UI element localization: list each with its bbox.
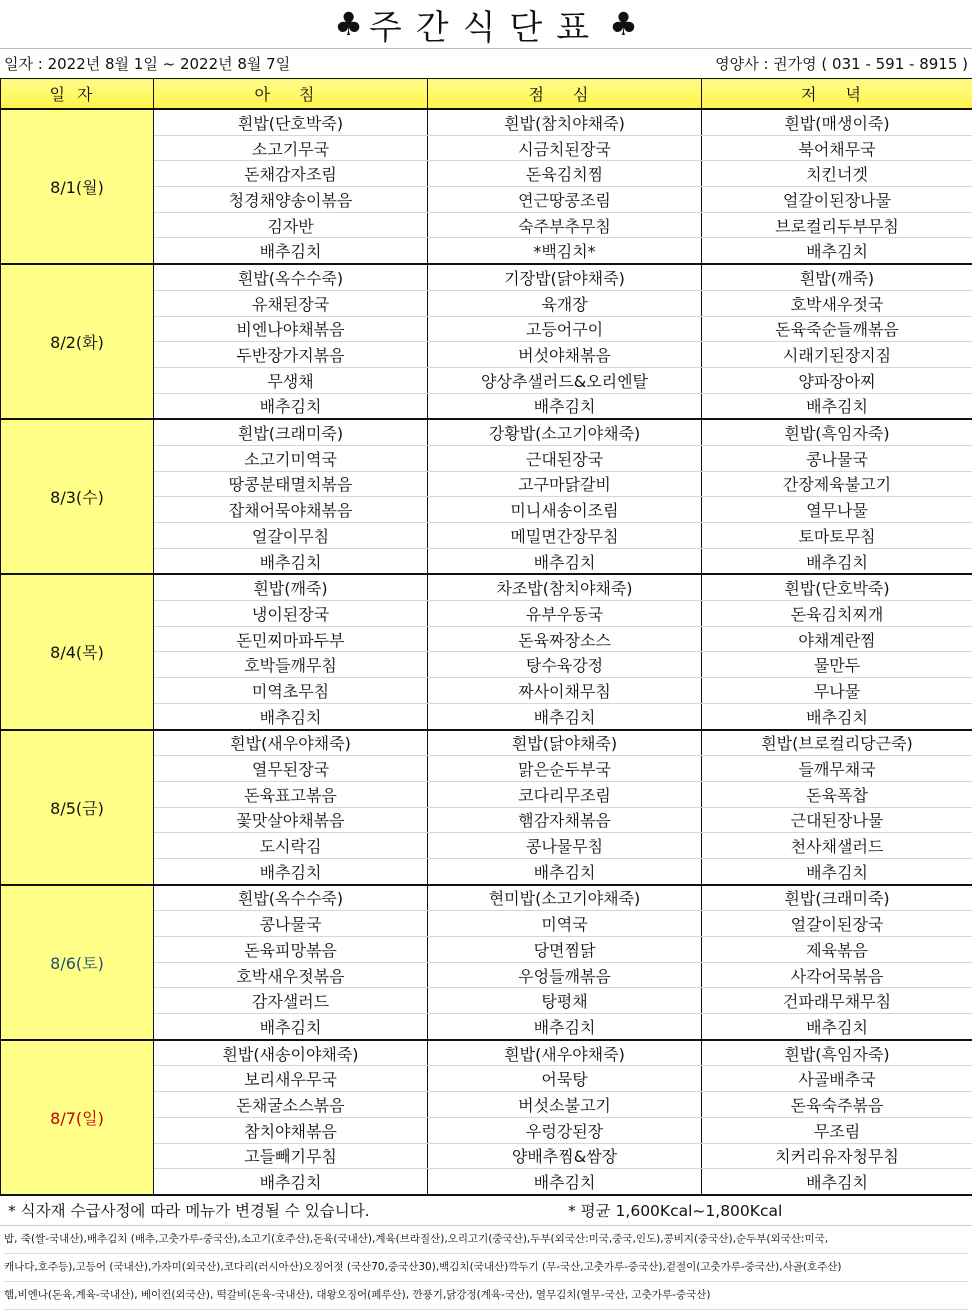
lunch-item: 탕평채 [428, 988, 702, 1014]
lunch-item: 양상추샐러드&오리엔탈 [428, 367, 702, 393]
lunch-item: 우엉들깨볶음 [428, 962, 702, 988]
lunch-item: 버섯소불고기 [428, 1092, 702, 1118]
breakfast-item: 보리새우무국 [154, 1066, 428, 1092]
dinner-item: 배추김치 [702, 858, 972, 884]
dinner-item: 돈육김치찌개 [702, 601, 972, 627]
lunch-item: 현미밥(소고기야채죽) [428, 885, 702, 911]
dinner-item: 토마토무침 [702, 523, 972, 549]
dinner-item: 돈육폭찹 [702, 781, 972, 807]
dinner-item: 북어채무국 [702, 135, 972, 161]
lunch-item: 돈육김치찜 [428, 161, 702, 187]
calorie-notice: * 평균 1,600Kcal~1,800Kcal [568, 1199, 782, 1221]
breakfast-item: 돈채감자조림 [154, 161, 428, 187]
breakfast-item: 돈육표고볶음 [154, 781, 428, 807]
breakfast-item: 열무된장국 [154, 756, 428, 782]
origin-line: 캐나다,호주등),고등어 (국내산),가자미(외국산),코다리(러시아산)오징어젓 (국산70,중국산30),백김치(국내산)깍두기 (무-국산,고춧가루-중국산),겉절이(고춧가루-중국산),사골(호주산) [4, 1254, 968, 1282]
dinner-item: 양파장아찌 [702, 367, 972, 393]
dinner-item: 제육볶음 [702, 937, 972, 963]
menu-row [1, 109, 972, 135]
dinner-item: 배추김치 [702, 703, 972, 729]
dinner-item: 흰밥(크래미죽) [702, 885, 972, 911]
lunch-item: 흰밥(참치야채죽) [428, 109, 702, 135]
breakfast-item: 배추김치 [154, 393, 428, 419]
lunch-item: 탕수육강정 [428, 652, 702, 678]
lunch-item: 흰밥(새우야채죽) [428, 1040, 702, 1066]
dinner-item: 브로컬리두부무침 [702, 212, 972, 238]
title-bar [0, 0, 972, 48]
breakfast-item: 두반장가지볶음 [154, 342, 428, 368]
dinner-item: 흰밥(단호박죽) [702, 574, 972, 600]
menu-row [1, 730, 972, 756]
dinner-item: 흰밥(흑임자죽) [702, 419, 972, 445]
lunch-item: 우렁강된장 [428, 1117, 702, 1143]
breakfast-item: 청경채양송이볶음 [154, 187, 428, 213]
lunch-item: 짜사이채무침 [428, 678, 702, 704]
club-suit-icon: ♣ [609, 5, 638, 43]
lunch-item: 숙주부추무침 [428, 212, 702, 238]
dinner-item: 시래기된장지짐 [702, 342, 972, 368]
lunch-item: 배추김치 [428, 1014, 702, 1040]
dinner-item: 들깨무채국 [702, 756, 972, 782]
dinner-item: 천사채샐러드 [702, 833, 972, 859]
dinner-item: 배추김치 [702, 393, 972, 419]
header-dinner: 저 녁 [702, 79, 972, 110]
date-cell: 8/5(금) [1, 730, 154, 885]
breakfast-item: 꽃맛살야채볶음 [154, 807, 428, 833]
date-cell: 8/3(수) [1, 419, 154, 574]
breakfast-item: 배추김치 [154, 703, 428, 729]
breakfast-item: 흰밥(옥수수죽) [154, 264, 428, 290]
origin-line: 밥, 죽(쌀-국내산),배추김치 (배추,고춧가루-중국산),소고기(호주산),돈육(국내산),계육(브라질산),오리고기(중국산),두부(외국산:미국,중국,인도),콩비지(중국산),순두부(외국산:미국, [4, 1226, 968, 1254]
dinner-item: 호박새우젓국 [702, 290, 972, 316]
breakfast-item: 배추김치 [154, 858, 428, 884]
lunch-item: 기장밥(닭야채죽) [428, 264, 702, 290]
lunch-item: 근대된장국 [428, 445, 702, 471]
period-text: 일자 : 2022년 8월 1일 ~ 2022년 8월 7일 [4, 53, 290, 74]
lunch-item: *백김치* [428, 238, 702, 264]
dinner-item: 콩나물국 [702, 445, 972, 471]
dinner-item: 무나물 [702, 678, 972, 704]
dinner-item: 치킨너겟 [702, 161, 972, 187]
menu-row [1, 419, 972, 445]
breakfast-item: 돈민찌마파두부 [154, 626, 428, 652]
change-notice: * 식자재 수급사정에 따라 메뉴가 변경될 수 있습니다. [8, 1199, 568, 1221]
breakfast-item: 유채된장국 [154, 290, 428, 316]
menu-body [1, 109, 972, 1195]
lunch-item: 배추김치 [428, 703, 702, 729]
header-breakfast: 아 침 [154, 79, 428, 110]
breakfast-item: 참치야채볶음 [154, 1117, 428, 1143]
origin-line: 햄,비엔나(돈육,계육-국내산), 베이컨(외국산), 떡갈비(돈육-국내산), 대왕오징어(페루산), 깐풍기,닭강정(계육-국산), 열무김치(열무-국산, 고춧가루-중국산) [4, 1282, 968, 1310]
breakfast-item: 배추김치 [154, 1169, 428, 1195]
breakfast-item: 얼갈이무침 [154, 523, 428, 549]
menu-table [0, 78, 972, 1196]
breakfast-item: 흰밥(깨죽) [154, 574, 428, 600]
lunch-item: 메밀면간장무침 [428, 523, 702, 549]
breakfast-item: 돈채굴소스볶음 [154, 1092, 428, 1118]
dinner-item: 배추김치 [702, 1169, 972, 1195]
breakfast-item: 감자샐러드 [154, 988, 428, 1014]
dinner-item: 간장제육불고기 [702, 471, 972, 497]
breakfast-item: 비엔나야채볶음 [154, 316, 428, 342]
club-suit-icon: ♣ [334, 5, 363, 43]
dinner-item: 흰밥(깨죽) [702, 264, 972, 290]
menu-row [1, 264, 972, 290]
lunch-item: 시금치된장국 [428, 135, 702, 161]
lunch-item: 어묵탕 [428, 1066, 702, 1092]
dinner-item: 배추김치 [702, 238, 972, 264]
lunch-item: 양배추찜&쌈장 [428, 1143, 702, 1169]
dinner-item: 야채계란찜 [702, 626, 972, 652]
breakfast-item: 흰밥(새우야채죽) [154, 730, 428, 756]
date-cell: 8/2(화) [1, 264, 154, 419]
breakfast-item: 고들빼기무침 [154, 1143, 428, 1169]
breakfast-item: 호박새우젓볶음 [154, 962, 428, 988]
lunch-item: 배추김치 [428, 1169, 702, 1195]
dinner-item: 얼갈이된장나물 [702, 187, 972, 213]
lunch-item: 배추김치 [428, 393, 702, 419]
header-lunch: 점 심 [428, 79, 702, 110]
breakfast-item: 배추김치 [154, 548, 428, 574]
dinner-item: 열무나물 [702, 497, 972, 523]
lunch-item: 강황밥(소고기야채죽) [428, 419, 702, 445]
breakfast-item: 무생채 [154, 367, 428, 393]
page-title: 주간식단표 [369, 0, 603, 49]
lunch-item: 배추김치 [428, 548, 702, 574]
dinner-item: 근대된장나물 [702, 807, 972, 833]
menu-row [1, 885, 972, 911]
breakfast-item: 도시락김 [154, 833, 428, 859]
lunch-item: 코다리무조림 [428, 781, 702, 807]
date-cell: 8/6(토) [1, 885, 154, 1040]
date-cell: 8/7(일) [1, 1040, 154, 1195]
breakfast-item: 소고기무국 [154, 135, 428, 161]
lunch-item: 배추김치 [428, 858, 702, 884]
origin-info [0, 1226, 972, 1310]
breakfast-item: 배추김치 [154, 238, 428, 264]
dinner-item: 흰밥(흑임자죽) [702, 1040, 972, 1066]
menu-row [1, 1040, 972, 1066]
header-row [1, 79, 972, 110]
info-row [0, 48, 972, 78]
dinner-item: 치커리유자청무침 [702, 1143, 972, 1169]
lunch-item: 미역국 [428, 911, 702, 937]
lunch-item: 햄감자채볶음 [428, 807, 702, 833]
lunch-item: 유부우동국 [428, 601, 702, 627]
dinner-item: 사골배추국 [702, 1066, 972, 1092]
header-date: 일자 [1, 79, 154, 110]
dinner-item: 돈육죽순들깨볶음 [702, 316, 972, 342]
lunch-item: 맑은순두부국 [428, 756, 702, 782]
breakfast-item: 미역초무침 [154, 678, 428, 704]
lunch-item: 육개장 [428, 290, 702, 316]
breakfast-item: 콩나물국 [154, 911, 428, 937]
lunch-item: 돈육짜장소스 [428, 626, 702, 652]
dinner-item: 배추김치 [702, 548, 972, 574]
lunch-item: 콩나물무침 [428, 833, 702, 859]
breakfast-item: 소고기미역국 [154, 445, 428, 471]
dinner-item: 흰밥(브로컬리당근죽) [702, 730, 972, 756]
lunch-item: 고구마닭갈비 [428, 471, 702, 497]
nutritionist-text: 영양사 : 권가영 ( 031 - 591 - 8915 ) [715, 53, 968, 74]
lunch-item: 당면찜닭 [428, 937, 702, 963]
breakfast-item: 잡채어묵야채볶음 [154, 497, 428, 523]
breakfast-item: 호박들깨무침 [154, 652, 428, 678]
lunch-item: 미니새송이조림 [428, 497, 702, 523]
lunch-item: 버섯야채볶음 [428, 342, 702, 368]
dinner-item: 돈육숙주볶음 [702, 1092, 972, 1118]
breakfast-item: 땅콩분태멸치볶음 [154, 471, 428, 497]
lunch-item: 연근땅콩조림 [428, 187, 702, 213]
breakfast-item: 흰밥(크래미죽) [154, 419, 428, 445]
dinner-item: 물만두 [702, 652, 972, 678]
breakfast-item: 흰밥(옥수수죽) [154, 885, 428, 911]
lunch-item: 흰밥(닭야채죽) [428, 730, 702, 756]
dinner-item: 흰밥(매생이죽) [702, 109, 972, 135]
lunch-item: 고등어구이 [428, 316, 702, 342]
breakfast-item: 흰밥(새송이야채죽) [154, 1040, 428, 1066]
dinner-item: 건파래무채무침 [702, 988, 972, 1014]
date-cell: 8/1(월) [1, 109, 154, 264]
dinner-item: 배추김치 [702, 1014, 972, 1040]
menu-row [1, 574, 972, 600]
dinner-item: 사각어묵볶음 [702, 962, 972, 988]
dinner-item: 얼갈이된장국 [702, 911, 972, 937]
breakfast-item: 흰밥(단호박죽) [154, 109, 428, 135]
breakfast-item: 김자반 [154, 212, 428, 238]
lunch-item: 차조밥(참치야채죽) [428, 574, 702, 600]
dinner-item: 무조림 [702, 1117, 972, 1143]
breakfast-item: 돈육피망볶음 [154, 937, 428, 963]
breakfast-item: 냉이된장국 [154, 601, 428, 627]
notes-row [0, 1196, 972, 1226]
breakfast-item: 배추김치 [154, 1014, 428, 1040]
date-cell: 8/4(목) [1, 574, 154, 729]
